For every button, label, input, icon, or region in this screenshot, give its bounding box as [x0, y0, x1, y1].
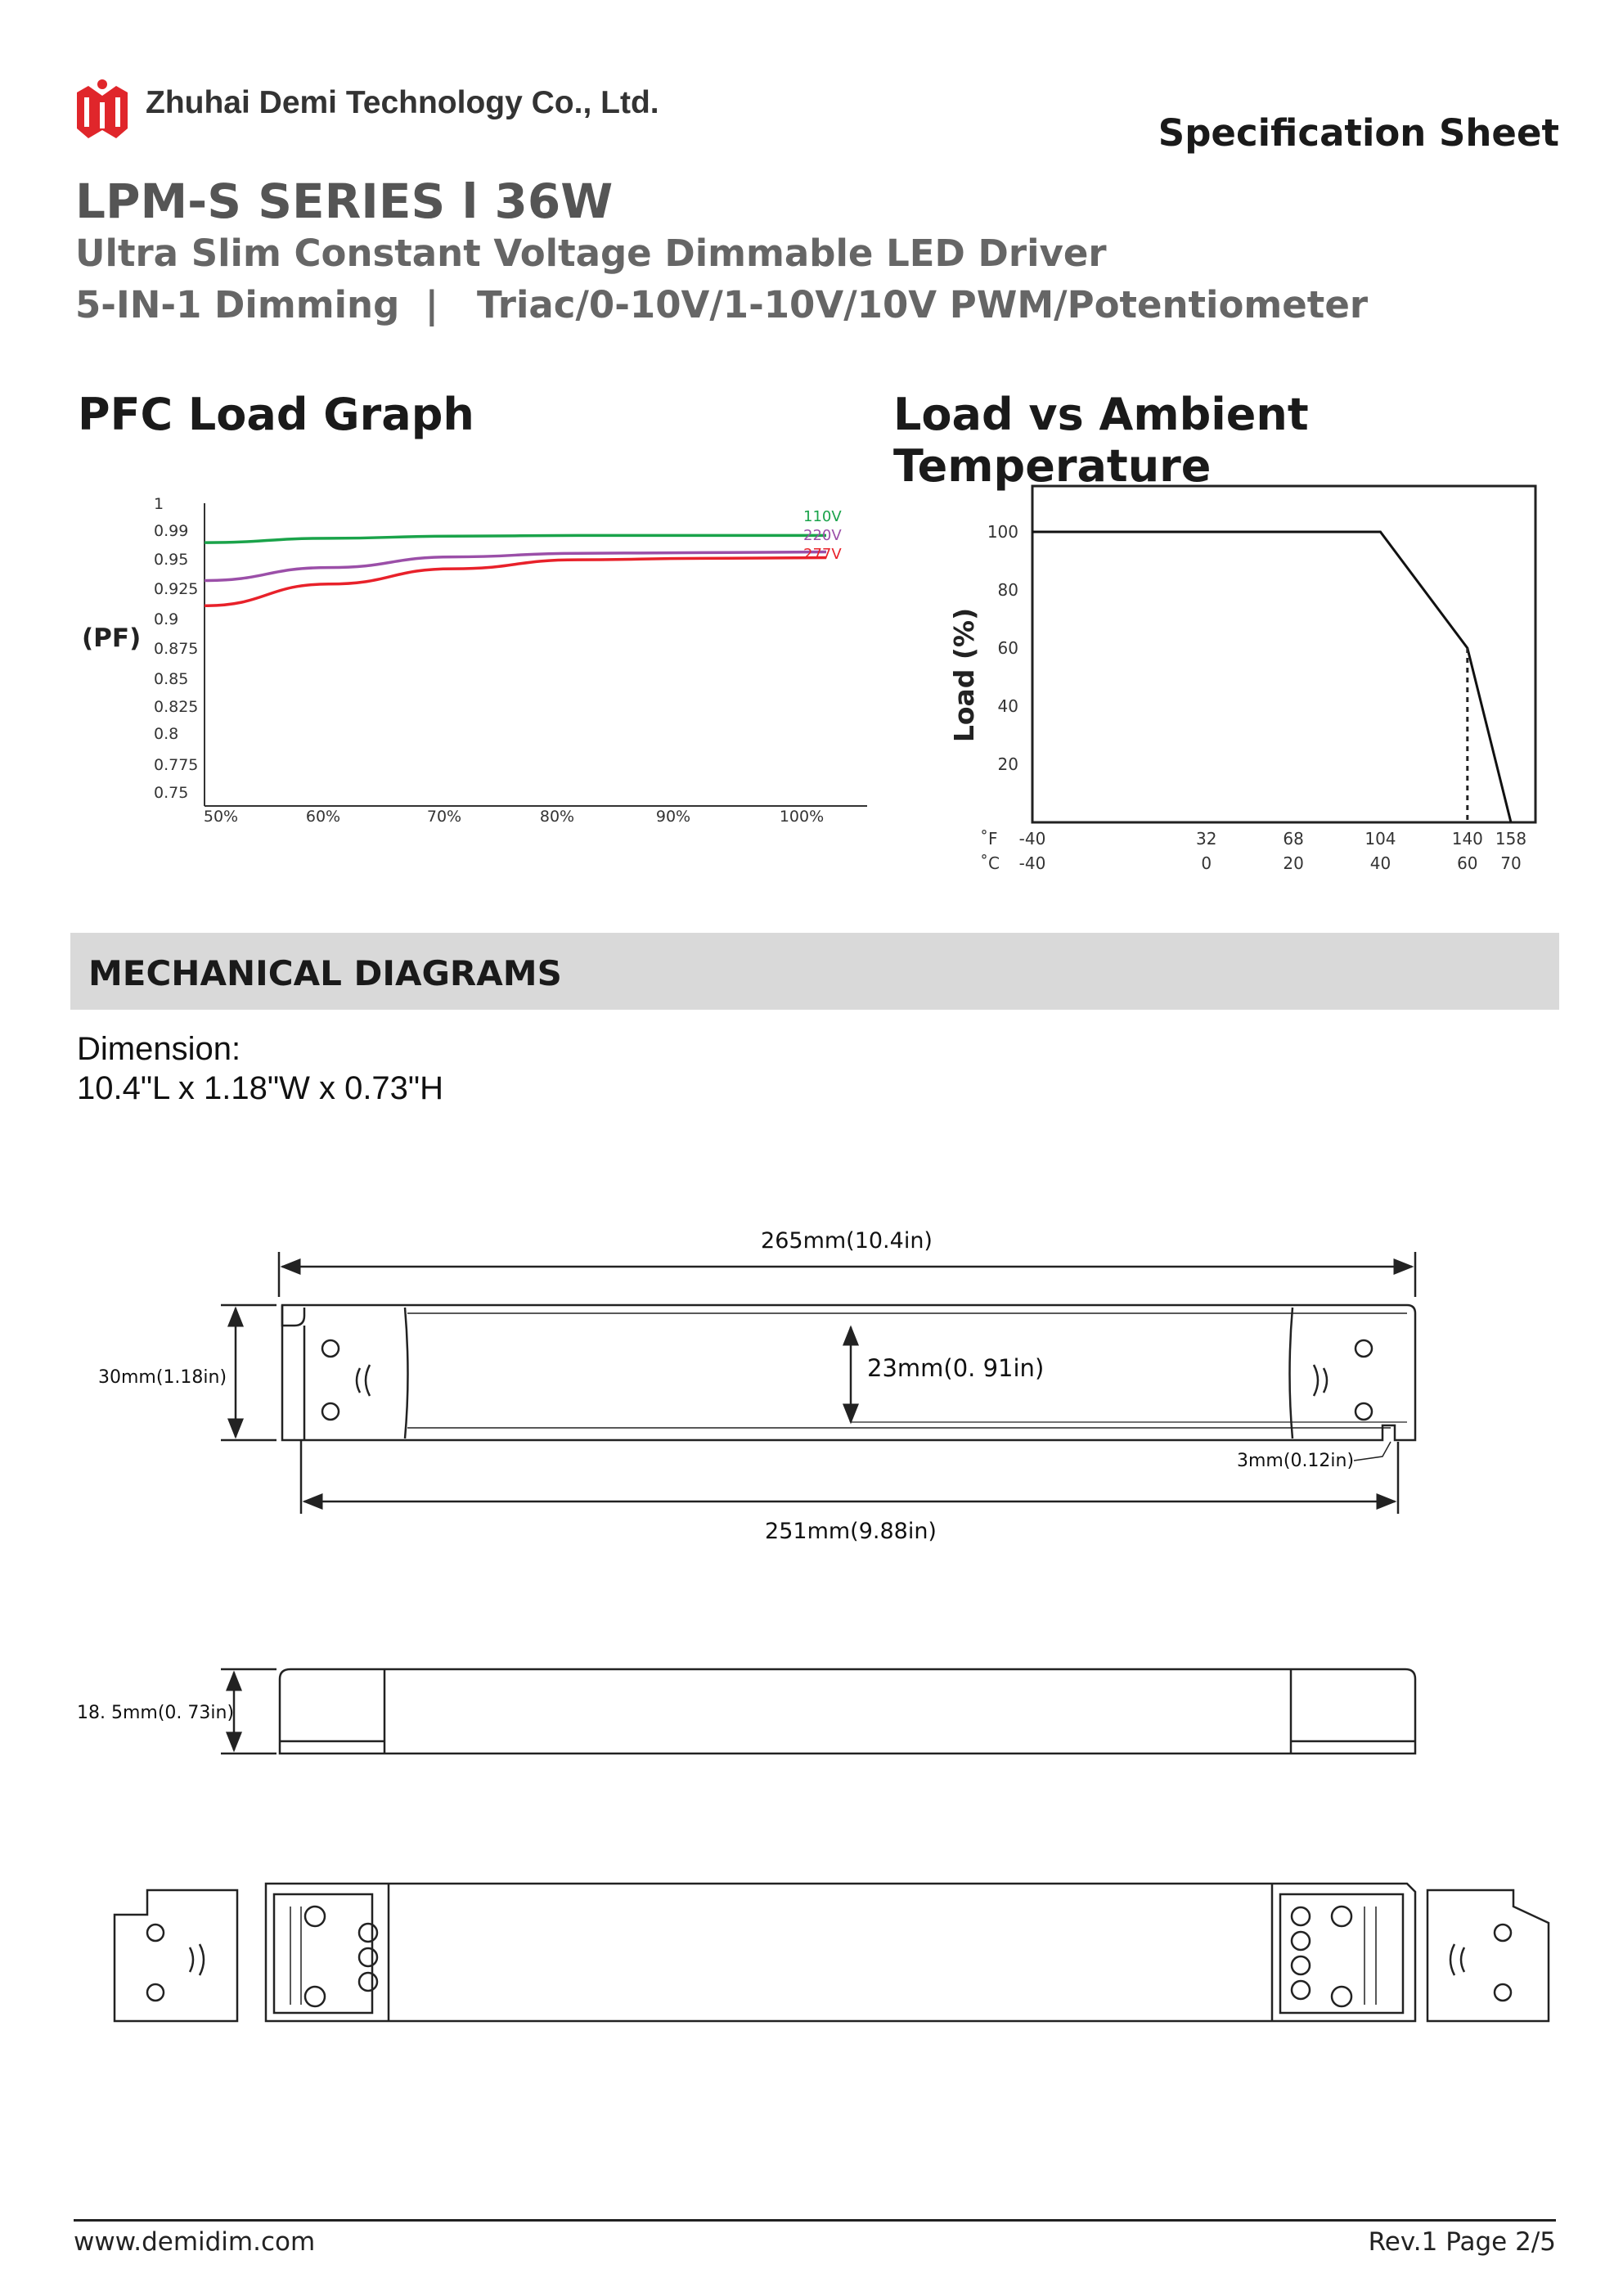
load-c-unit-label: ˚C	[980, 853, 1000, 873]
mount-gap-label: 3mm(0.12in)	[1237, 1451, 1355, 1471]
mount-length-label: 251mm(9.88in)	[765, 1519, 937, 1544]
pfc-y-tick-label: 0.925	[154, 580, 199, 598]
pfc-y-tick-label: 0.85	[154, 670, 189, 688]
load-c-tick-label: 20	[1283, 853, 1304, 873]
pfc-y-tick-label: 0.95	[154, 551, 189, 569]
pfc-legend-110V: 110V	[803, 508, 842, 525]
inner-width-label: 23mm(0. 91in)	[867, 1354, 1045, 1382]
load-f-unit-label: ˚F	[980, 829, 998, 849]
pfc-y-tick-label: 1	[154, 495, 164, 513]
load-f-tick-label: 68	[1283, 829, 1304, 849]
product-series: LPM-S SERIES l 36W	[75, 173, 614, 229]
load-c-tick-label: 60	[1457, 853, 1478, 873]
pfc-y-axis-label: (PF)	[82, 624, 142, 653]
load-f-tick-label: 32	[1196, 829, 1217, 849]
pfc-heading: PFC Load Graph	[78, 389, 474, 440]
pfc-legend-220V: 220V	[803, 527, 842, 544]
pfc-x-tick-label: 100%	[779, 808, 825, 826]
pfc-y-tick-label: 0.875	[154, 640, 199, 658]
pfc-x-tick-label: 90%	[655, 808, 691, 826]
height-label: 18. 5mm(0. 73in)	[77, 1703, 235, 1723]
load-y-axis-label: Load (%)	[948, 607, 980, 743]
load-c-tick-label: -40	[1018, 853, 1046, 873]
load-c-tick-label: 70	[1500, 853, 1522, 873]
pfc-load-chart	[74, 491, 875, 835]
dimming-modes: 5-IN-1 Dimming | Triac/0-10V/1-10V/10V PWM/Potentiometer	[75, 283, 1369, 326]
load-y-tick-label: 60	[997, 638, 1018, 658]
load-f-tick-label: 140	[1451, 829, 1483, 849]
pfc-y-tick-label: 0.775	[154, 756, 199, 774]
pfc-y-tick-label: 0.99	[154, 522, 189, 540]
pfc-x-tick-label: 50%	[203, 808, 239, 826]
load-y-tick-label: 100	[987, 522, 1018, 542]
load-f-tick-label: 104	[1364, 829, 1396, 849]
load-c-tick-label: 40	[1369, 853, 1391, 873]
pfc-x-tick-label: 70%	[426, 808, 462, 826]
load-temperature-chart	[933, 475, 1562, 884]
pfc-y-tick-label: 0.75	[154, 784, 189, 802]
load-y-tick-label: 40	[997, 696, 1018, 716]
load-derating-line	[1032, 532, 1511, 822]
pfc-y-tick-label: 0.825	[154, 698, 199, 716]
load-y-tick-label: 20	[997, 754, 1018, 774]
pfc-series-line-220V	[205, 552, 826, 581]
load-c-tick-label: 0	[1201, 853, 1212, 873]
pfc-series-line-110V	[205, 535, 826, 542]
load-f-tick-label: -40	[1018, 829, 1046, 849]
mechanical-section-title: MECHANICAL DIAGRAMS	[88, 953, 562, 993]
load-y-tick-label: 80	[997, 580, 1018, 600]
footer-page: Rev.1 Page 2/5	[1368, 2227, 1556, 2257]
pfc-y-tick-label: 0.9	[154, 610, 179, 628]
company-name: Zhuhai Demi Technology Co., Ltd.	[146, 85, 659, 120]
product-subtitle: Ultra Slim Constant Voltage Dimmable LED Driver	[75, 232, 1107, 275]
load-f-tick-label: 158	[1495, 829, 1527, 849]
pfc-x-tick-label: 80%	[539, 808, 575, 826]
pfc-series-line-277V	[205, 558, 826, 606]
load-plot-frame	[1032, 486, 1535, 822]
overall-length-label: 265mm(10.4in)	[761, 1228, 933, 1254]
company-logo	[74, 78, 131, 143]
footer-website: www.demidim.com	[74, 2227, 316, 2257]
dimension-label: Dimension:	[77, 1031, 241, 1067]
footer-divider	[74, 2219, 1556, 2222]
load-heading: Load vs Ambient Temperature	[893, 389, 1309, 492]
pfc-x-tick-label: 60%	[305, 808, 341, 826]
pfc-y-tick-label: 0.8	[154, 725, 179, 743]
sheet-type-title: Specification Sheet	[1158, 111, 1559, 155]
mechanical-drawings	[0, 1211, 1623, 2046]
pfc-legend-277V: 277V	[803, 546, 842, 563]
width-label: 30mm(1.18in)	[98, 1367, 227, 1388]
dimension-value: 10.4"L x 1.18"W x 0.73"H	[77, 1070, 444, 1106]
